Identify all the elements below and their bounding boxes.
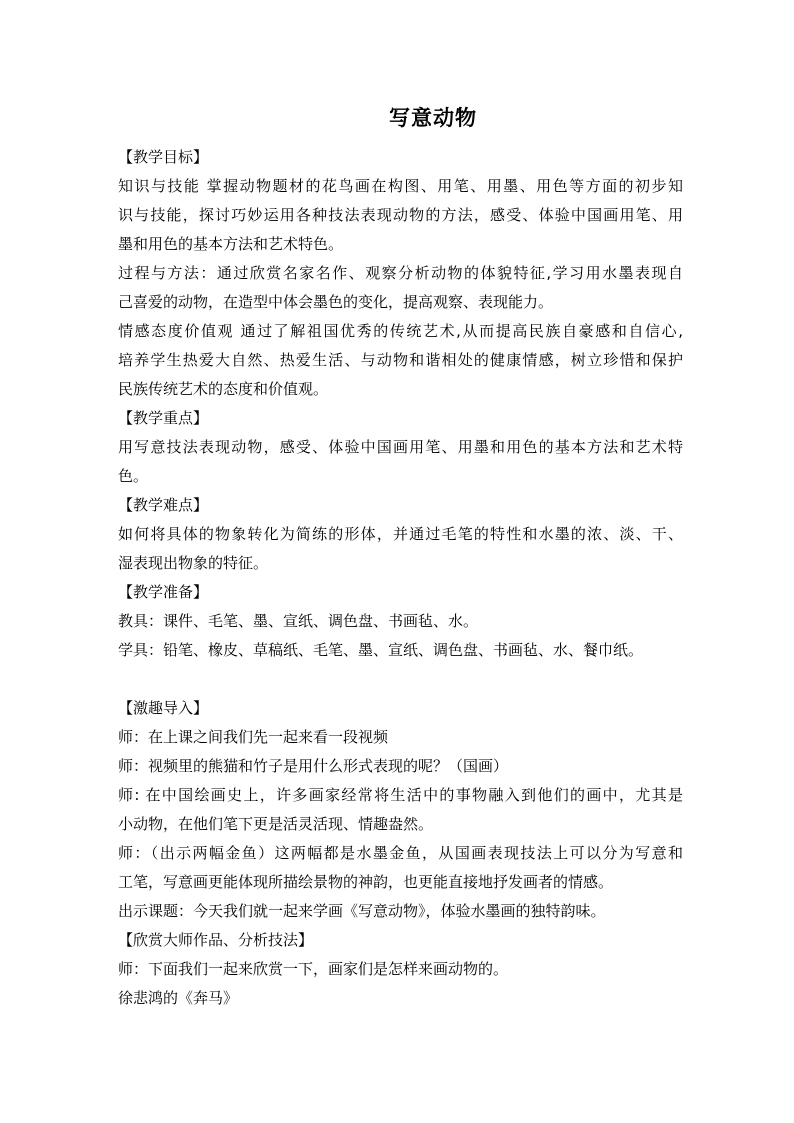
paragraph-line: 师：下面我们一起来欣赏一下，画家们是怎样来画动物的。: [118, 960, 509, 978]
paragraph-line: 己喜爱的动物，在造型中体会墨色的变化，提高观察、表现能力。: [118, 293, 554, 311]
paragraph-line: 小动物，在他们笔下更是活灵活现、情趣盎然。: [118, 815, 434, 833]
section-heading-difficulties: 【教学难点】: [118, 496, 209, 514]
paragraph-line: 过程与方法：通过欣赏名家名作、观察分析动物的体貌特征,学习用水墨表现自: [118, 264, 683, 282]
section-heading-appreciation: 【欣赏大师作品、分析技法】: [118, 931, 314, 949]
paragraph-line: 师：视频里的熊猫和竹子是用什么形式表现的呢？（国画）: [118, 757, 509, 775]
section-heading-key-points: 【教学重点】: [118, 409, 209, 427]
section-heading-intro: 【激趣导入】: [118, 699, 209, 717]
paragraph-line: 徐悲鸿的《奔马》: [118, 989, 239, 1007]
document-title: 写意动物: [389, 105, 477, 130]
document-body: [118, 143, 683, 1013]
paragraph-line: 师：（出示两幅金鱼）这两幅都是水墨金鱼，从国画表现技法上可以分为写意和: [118, 844, 683, 862]
paragraph-line: 出示课题：今天我们就一起来学画《写意动物》，体验水墨画的独特韵味。: [118, 902, 606, 920]
paragraph-line: 培养学生热爱大自然、热爱生活、与动物和谐相处的健康情感，树立珍惜和保护: [118, 351, 683, 369]
paragraph-line-student-tools: 学具：铅笔、橡皮、草稿纸、毛笔、墨、宣纸、调色盘、书画毡、水、餐巾纸。: [118, 641, 644, 659]
paragraph-line: 识与技能，探讨巧妙运用各种技法表现动物的方法，感受、体验中国画用笔、用: [118, 206, 683, 224]
paragraph-line: 用写意技法表现动物，感受、体验中国画用笔、用墨和用色的基本方法和艺术特: [118, 438, 683, 456]
paragraph-line: 如何将具体的物象转化为简练的形体，并通过毛笔的特性和水墨的浓、淡、干、: [118, 525, 683, 543]
paragraph-line: 墨和用色的基本方法和艺术特色。: [118, 235, 344, 253]
paragraph-line: 情感态度价值观 通过了解祖国优秀的传统艺术,从而提高民族自豪感和自信心,: [118, 322, 683, 340]
paragraph-line: 工笔，写意画更能体现所描绘景物的神韵，也更能直接地抒发画者的情感。: [118, 873, 614, 891]
section-heading-preparation: 【教学准备】: [118, 583, 209, 601]
paragraph-line: 湿表现出物象的特征。: [118, 554, 269, 572]
blank-line: [118, 665, 683, 694]
paragraph-line-teacher-tools: 教具：课件、毛笔、墨、宣纸、调色盘、书画毡、水。: [118, 612, 479, 630]
section-heading-objectives: 【教学目标】: [118, 148, 209, 166]
paragraph-line: 师：在上课之间我们先一起来看一段视频: [118, 728, 389, 746]
paragraph-line: 知识与技能 掌握动物题材的花鸟画在构图、用笔、用墨、用色等方面的初步知: [118, 177, 683, 195]
paragraph-line: 色。: [118, 467, 149, 485]
paragraph-line: 师: 在中国绘画史上，许多画家经常将生活中的事物融入到他们的画中，尤其是: [118, 786, 683, 804]
paragraph-line: 民族传统艺术的态度和价值观。: [118, 380, 329, 398]
